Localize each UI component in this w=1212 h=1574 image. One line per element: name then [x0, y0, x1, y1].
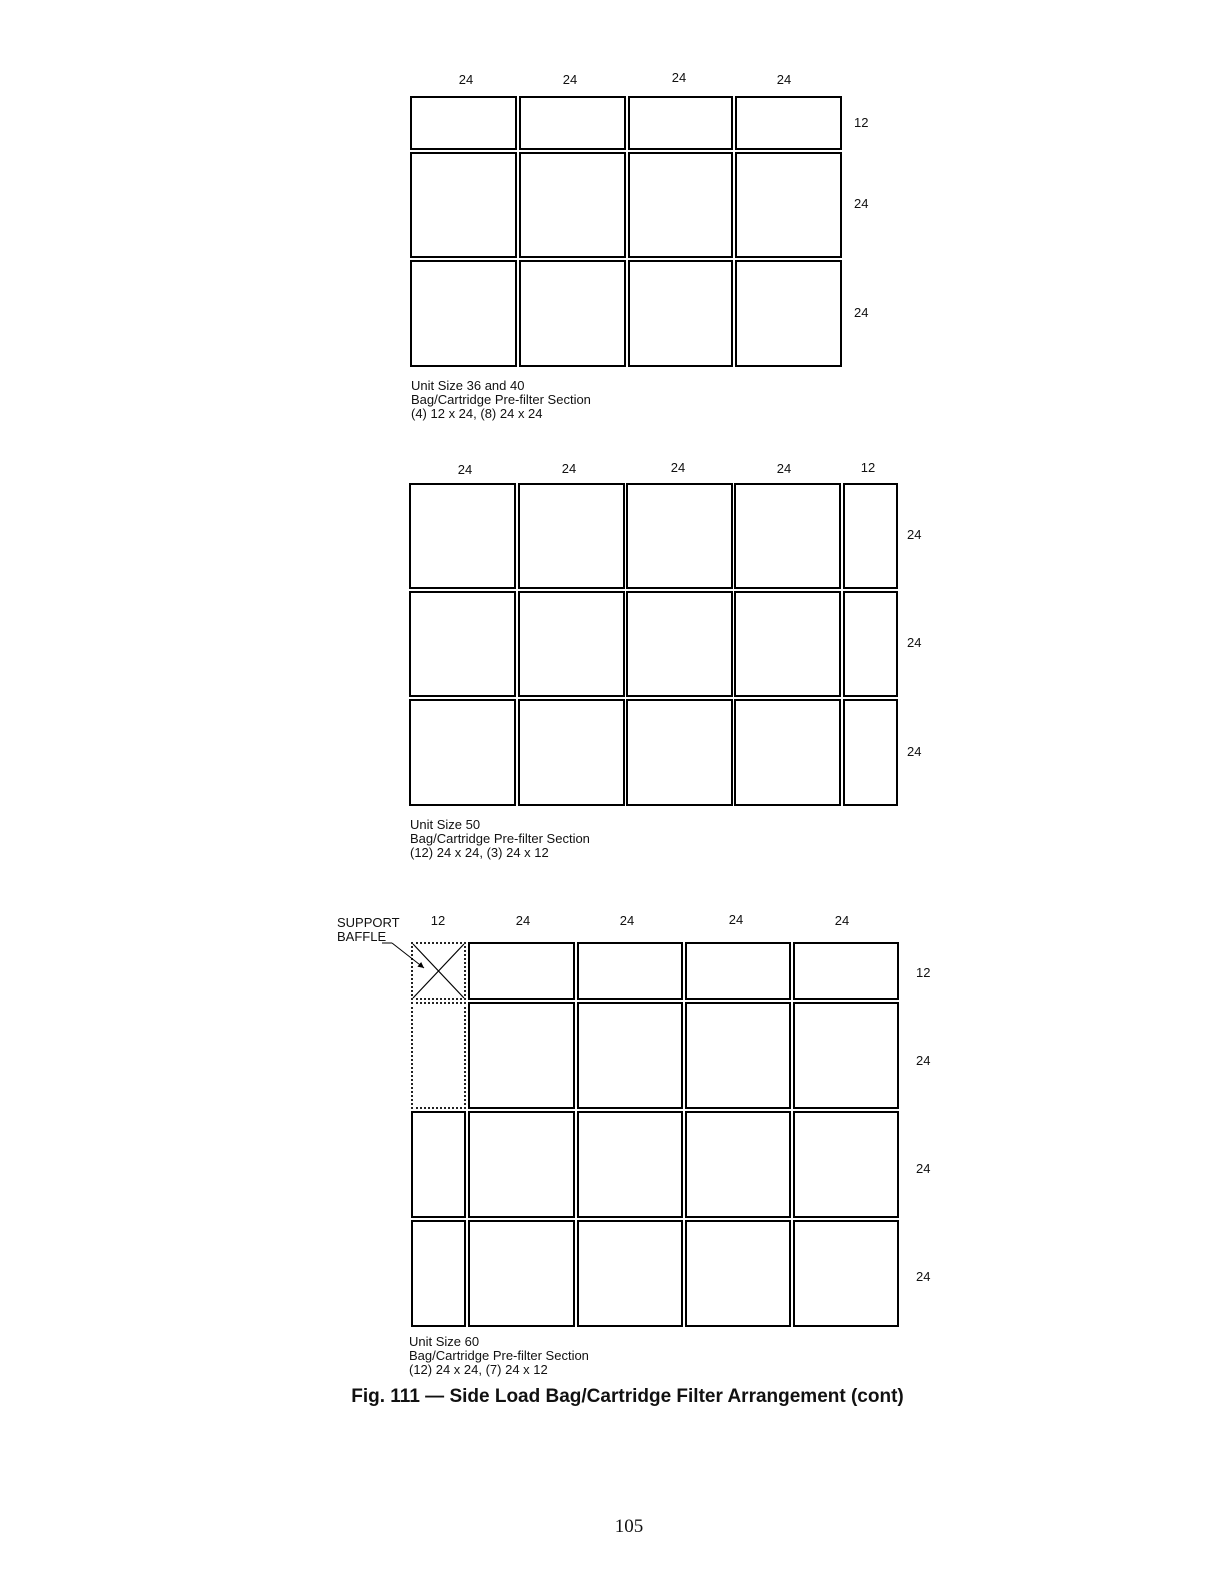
caption-line: Unit Size 50 [410, 817, 481, 832]
caption-line: Bag/Cartridge Pre-filter Section [409, 1348, 589, 1363]
diagram-caption [409, 1335, 589, 1377]
col-label: 24 [619, 913, 635, 928]
caption-line: (12) 24 x 24, (3) 24 x 12 [410, 845, 549, 860]
row-label: 24 [907, 527, 922, 542]
col-label: 24 [776, 461, 792, 476]
row-label: 24 [916, 1053, 931, 1068]
support-label-line: BAFFLE [337, 929, 387, 944]
caption-line: Unit Size 36 and 40 [411, 378, 525, 393]
caption-line: (12) 24 x 24, (7) 24 x 12 [409, 1362, 548, 1377]
col-label: 24 [562, 72, 578, 87]
col-label: 24 [834, 913, 850, 928]
caption-line: Bag/Cartridge Pre-filter Section [411, 392, 591, 407]
col-label: 24 [670, 460, 686, 475]
figure-title: Fig. 111 — Side Load Bag/Cartridge Filter Arrangement (cont) [351, 1386, 904, 1407]
row-label: 24 [907, 635, 922, 650]
row-label: 24 [916, 1161, 931, 1176]
caption-line: (4) 12 x 24, (8) 24 x 24 [411, 406, 543, 421]
support-label-line: SUPPORT [337, 915, 400, 930]
row-label: 12 [916, 965, 931, 980]
row-label: 24 [854, 196, 869, 211]
row-label: 12 [854, 115, 869, 130]
col-label: 24 [457, 462, 473, 477]
col-label: 12 [860, 460, 876, 475]
col-label: 24 [561, 461, 577, 476]
row-label: 24 [916, 1269, 931, 1284]
col-label: 24 [728, 912, 744, 927]
col-label: 24 [515, 913, 531, 928]
col-label: 24 [776, 72, 792, 87]
caption-line: Unit Size 60 [409, 1334, 480, 1349]
row-label: 24 [854, 305, 869, 320]
page-number: 105 [614, 1516, 644, 1537]
row-label: 24 [907, 744, 922, 759]
col-label: 12 [430, 913, 446, 928]
col-label: 24 [671, 70, 687, 85]
col-label: 24 [458, 72, 474, 87]
caption-line: Bag/Cartridge Pre-filter Section [410, 831, 590, 846]
